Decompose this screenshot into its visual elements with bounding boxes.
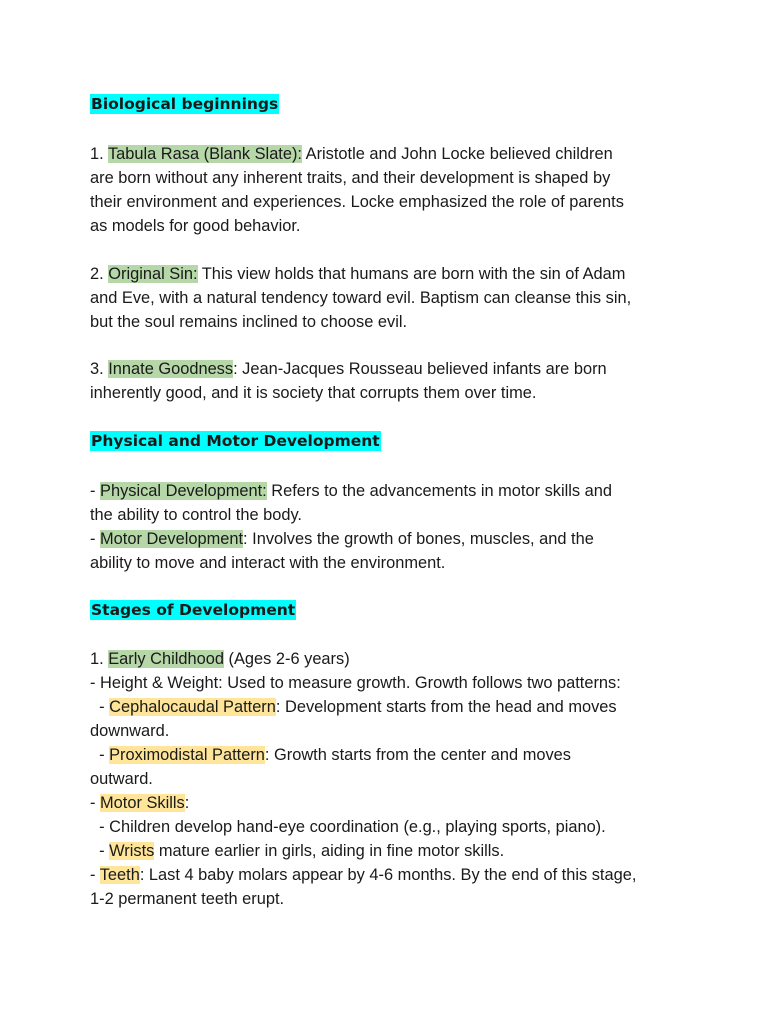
term-proximodistal: Proximodistal Pattern — [109, 746, 265, 764]
cephalocaudal-line-2: downward. — [90, 722, 170, 740]
heading-physical-motor: Physical and Motor Development — [91, 432, 380, 450]
tabula-rasa-line-1: 1. Tabula Rasa (Blank Slate): Aristotle and John Locke believed children — [90, 145, 613, 163]
hand-eye-line: - Children develop hand-eye coordination (e.g., playing sports, piano). — [90, 818, 606, 836]
tabula-rasa-line-2: are born without any inherent traits, and their development is shaped by — [90, 169, 611, 187]
term-early-childhood: Early Childhood — [108, 650, 224, 668]
term-motor-skills: Motor Skills — [100, 794, 185, 812]
height-weight-line: - Height & Weight: Used to measure growth. Growth follows two patterns: — [90, 674, 621, 692]
motor-skills-line: - Motor Skills: — [90, 794, 190, 812]
term-wrists: Wrists — [109, 842, 155, 860]
tabula-rasa-line-4: as models for good behavior. — [90, 217, 301, 235]
term-physical-development: Physical Development: — [100, 482, 267, 500]
motor-development-line-1: - Motor Development: Involves the growth of bones, muscles, and the — [90, 530, 594, 548]
heading-stages: Stages of Development — [91, 601, 296, 619]
early-childhood-line: 1. Early Childhood (Ages 2-6 years) — [90, 650, 350, 668]
tabula-rasa-line-3: their environment and experiences. Locke emphasized the role of parents — [90, 193, 624, 211]
term-cephalocaudal: Cephalocaudal Pattern — [109, 698, 276, 716]
proximodistal-line-1: - Proximodistal Pattern: Growth starts from the center and moves — [90, 746, 571, 764]
wrists-line: - Wrists mature earlier in girls, aiding in fine motor skills. — [90, 842, 505, 860]
cephalocaudal-line-1: - Cephalocaudal Pattern: Development starts from the head and moves — [90, 698, 617, 716]
term-tabula-rasa: Tabula Rasa (Blank Slate): — [107, 145, 302, 163]
original-sin-line-2: and Eve, with a natural tendency toward evil. Baptism can cleanse this sin, — [90, 289, 632, 307]
heading-biological-beginnings: Biological beginnings — [91, 95, 279, 113]
original-sin-line-1: 2. Original Sin: This view holds that humans are born with the sin of Adam — [90, 265, 626, 283]
innate-goodness-line-2: inherently good, and it is society that corrupts them over time. — [90, 384, 537, 402]
teeth-line-2: 1-2 permanent teeth erupt. — [90, 890, 285, 908]
physical-development-line-2: the ability to control the body. — [90, 506, 302, 524]
teeth-line-1: - Teeth: Last 4 baby molars appear by 4-6 months. By the end of this stage, — [90, 866, 637, 884]
term-teeth: Teeth — [99, 866, 140, 884]
proximodistal-line-2: outward. — [90, 770, 153, 788]
physical-development-line-1: - Physical Development: Refers to the advancements in motor skills and — [90, 482, 613, 500]
term-innate-goodness: Innate Goodness — [108, 360, 234, 378]
motor-development-line-2: ability to move and interact with the environment. — [90, 554, 446, 572]
innate-goodness-line-1: 3. Innate Goodness: Jean-Jacques Rousseau believed infants are born — [90, 360, 607, 378]
original-sin-line-3: but the soul remains inclined to choose evil. — [90, 313, 408, 331]
term-original-sin: Original Sin: — [108, 265, 198, 283]
term-motor-development: Motor Development — [100, 530, 244, 548]
